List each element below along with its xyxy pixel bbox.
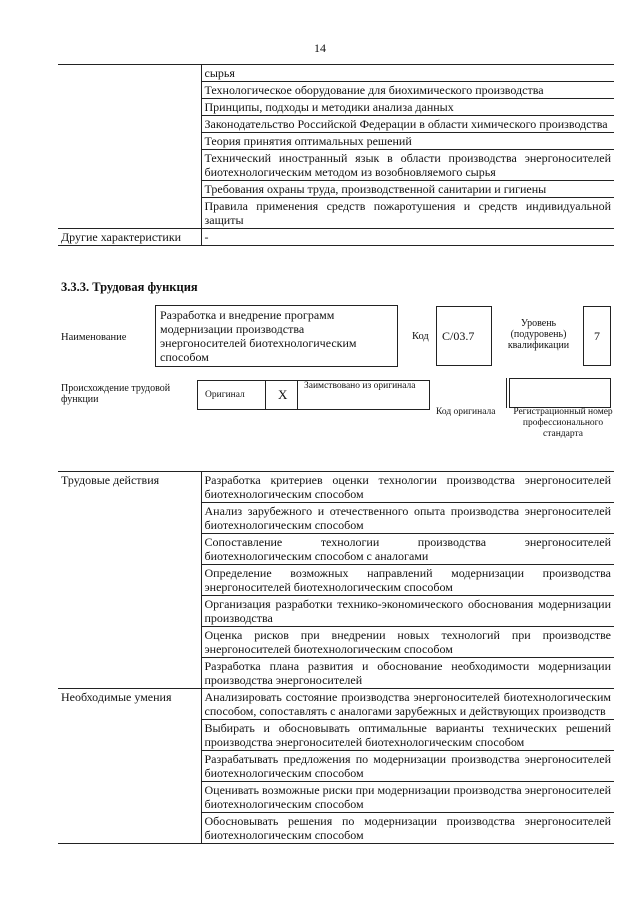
knowledge-row: Теория принятия оптимальных решений	[201, 133, 614, 150]
section-heading: 3.3.3. Трудовая функция	[61, 280, 198, 294]
other-characteristics-value: -	[201, 229, 614, 246]
origin-label: Происхождение трудовой функции	[61, 383, 171, 405]
reg-number-caption: Регистрационный номер профессионального стандарта	[513, 407, 613, 439]
level-value: 7	[594, 329, 600, 343]
labor-actions-label: Трудовые действия	[58, 472, 201, 689]
page-number: 14	[314, 41, 326, 55]
skill-item: Разрабатывать предложения по модернизации производства энергоносителей биотехнологическим способом	[201, 751, 614, 782]
original-mark: X	[278, 387, 288, 402]
knowledge-label-cell	[58, 65, 201, 229]
knowledge-row: сырья	[201, 65, 614, 82]
labor-action-item: Разработка критериев оценки технологии производства энергоносителей биотехнологическим способом	[201, 472, 614, 503]
labor-action-item: Оценка рисков при внедрении новых технологий при производстве энергоносителей биотехнологическим способом	[201, 627, 614, 658]
knowledge-row: Правила применения средств пожаротушения и средств индивидуальной защиты	[201, 198, 614, 229]
skill-item: Выбирать и обосновывать оптимальные варианты технических решений производства энергоносителей биотехнологическим способом	[201, 720, 614, 751]
labor-action-item: Сопоставление технологии производства энергоносителей биотехнологическим способом с аналогами	[201, 534, 614, 565]
other-characteristics-label: Другие характеристики	[58, 229, 201, 246]
code-original-caption: Код оригинала	[436, 407, 496, 417]
labor-action-item: Разработка плана развития и обоснование необходимости модернизации производства энергоносителей	[201, 658, 614, 689]
skill-item: Обосновывать решения по модернизации производства энергоносителей биотехнологическим способом	[201, 813, 614, 844]
skill-item: Анализировать состояние производства энергоносителей биотехнологическим способом, сопоставлять с аналогами зарубежных и действующих производств	[201, 689, 614, 720]
labor-action-item: Анализ зарубежного и отечественного опыта производства энергоносителей биотехнологическим способом	[201, 503, 614, 534]
labor-action-item: Организация разработки технико-экономического обоснования модернизации производства	[201, 596, 614, 627]
level-label: Уровень (подуровень) квалификации	[507, 318, 570, 351]
original-label: Оригинал	[205, 390, 245, 400]
origin-divider-a	[265, 380, 266, 410]
knowledge-row: Законодательство Российской Федерации в области химического производства	[201, 116, 614, 133]
code-label: Код	[412, 331, 429, 342]
borrowed-label: Заимствовано из оригинала	[304, 381, 416, 391]
knowledge-row: Принципы, подходы и методики анализа данных	[201, 99, 614, 116]
knowledge-table	[58, 64, 614, 246]
skill-item: Оценивать возможные риски при модернизации производства энергоносителей биотехнологическим способом	[201, 782, 614, 813]
reg-number-box	[509, 378, 611, 408]
code-value: C/03.7	[442, 329, 475, 343]
name-value: Разработка и внедрение программ модернизации производства энергоносителей биотехнологическим способом	[160, 308, 357, 364]
name-label: Наименование	[61, 332, 127, 343]
knowledge-row: Технический иностранный язык в области производства энергоносителей биотехнологическим методом из возобновляемого сырья	[201, 150, 614, 181]
function-details-table	[58, 471, 614, 844]
labor-action-item: Определение возможных направлений модернизации производства энергоносителей биотехнологическим способом	[201, 565, 614, 596]
knowledge-row: Требования охраны труда, производственной санитарии и гигиены	[201, 181, 614, 198]
origin-divider-b	[297, 380, 298, 410]
required-skills-label: Необходимые умения	[58, 689, 201, 844]
knowledge-row: Технологическое оборудование для биохимического производства	[201, 82, 614, 99]
code-original-box	[431, 378, 507, 408]
